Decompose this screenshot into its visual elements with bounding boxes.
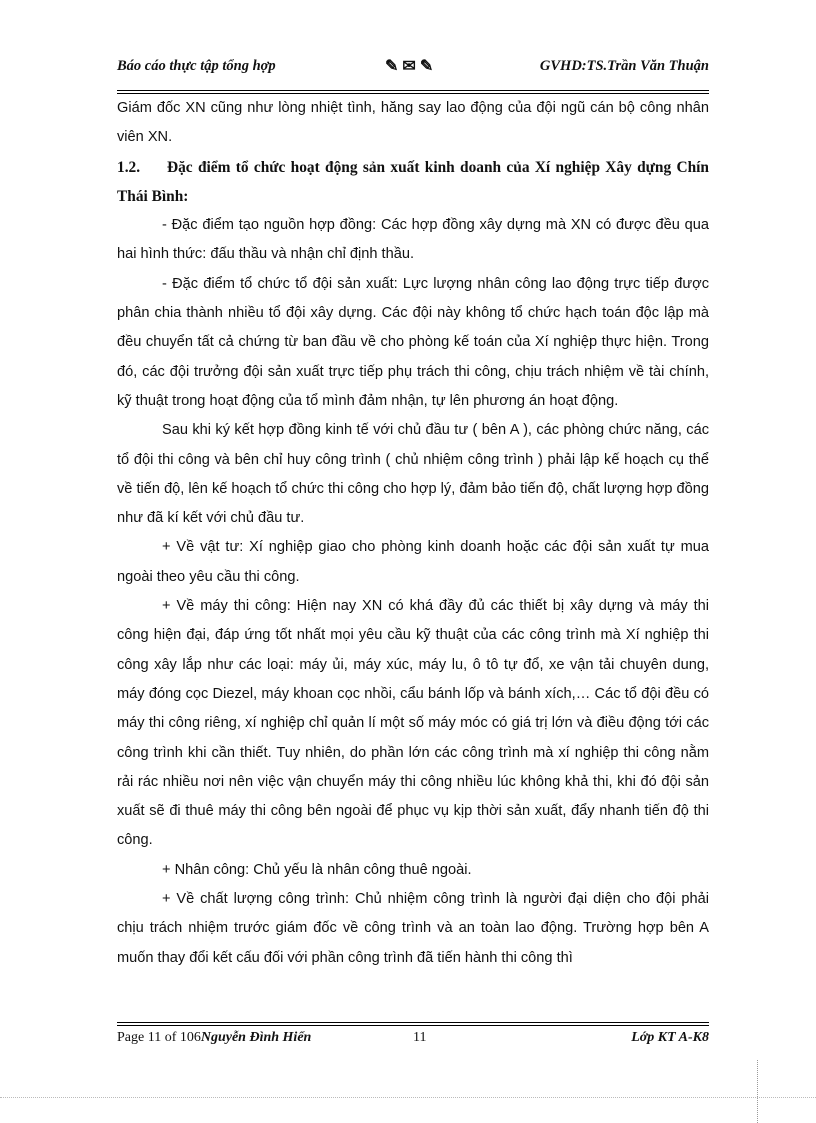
- section-title: Đặc điểm tổ chức hoạt động sản xuất kinh doanh của Xí nghiệp Xây dựng Chín Thái Bình:: [117, 158, 709, 205]
- section-heading: [117, 153, 709, 212]
- paragraph-planning: Sau khi ký kết hợp đồng kinh tế với chủ đầu tư ( bên A ), các phòng chức năng, các tổ đội thi công và bên chỉ huy công trình ( chủ nhiệm công trình ) phải lập kế hoạch cụ thể về tiến độ, lên kế hoạch tổ chức thi công cho hợp lý, đảm bảo tiến độ, chất lượng hợp đồng như đã kí kết với chủ đầu tư.: [117, 422, 709, 527]
- footer-author: Nguyễn Đình Hiển: [200, 1030, 312, 1045]
- footer-class: Lớp KT A-K8: [631, 1030, 709, 1045]
- document-body: [117, 94, 709, 973]
- header-rule-thick: [117, 90, 709, 91]
- section-number: 1.2.: [117, 158, 141, 176]
- page-edge-guide: [0, 1097, 816, 1098]
- page-header: [117, 58, 709, 80]
- paragraph-quality: + Về chất lượng công trình: Chủ nhiệm công trình là người đại diện cho đội phải chịu trách nhiệm trước giám đốc về công trình và an toàn lao động. Trường hợp bên A muốn thay đổi kết cấu đối với phần công trình đã tiến hành thi công thì: [117, 891, 709, 966]
- header-report-title: Báo cáo thực tập tổng hợp: [117, 58, 276, 74]
- page-footer: [117, 1030, 709, 1052]
- paragraph-contracts: - Đặc điểm tạo nguồn hợp đồng: Các hợp đồng xây dựng mà XN có được đều qua hai hình thức: đấu thầu và nhận chỉ định thầu.: [117, 217, 709, 263]
- paragraph-materials: + Về vật tư: Xí nghiệp giao cho phòng kinh doanh hoặc các đội sản xuất tự mua ngoài theo yêu cầu thi công.: [117, 539, 709, 585]
- header-ornament: ✎ ✉ ✎: [385, 58, 434, 75]
- footer-page-number: 11: [413, 1030, 427, 1045]
- header-supervisor: GVHD:TS.Trần Văn Thuận: [539, 58, 709, 74]
- paragraph-continuation: Giám đốc XN cũng như lòng nhiệt tình, hăng say lao động của đội ngũ cán bộ công nhân viên XN.: [117, 100, 709, 146]
- paragraph-machinery: + Về máy thi công: Hiện nay XN có khá đầy đủ các thiết bị xây dựng và máy thi công hiện đại, đáp ứng tốt nhất mọi yêu cầu kỹ thuật của các công trình mà Xí nghiệp thi công xây lắp như các loại: máy ủi, máy xúc, máy lu, ô tô tự đổ, xe vận tải chuyên dung, máy đóng cọc Diezel, máy khoan cọc nhồi, cẩu bánh lốp và bánh xích,… Các tổ đội đều có máy thi công riêng, xí nghiệp chỉ quản lí một số máy móc có giá trị lớn và điều động tới các công trình khi cần thiết. Tuy nhiên, do phần lớn các công trình mà xí nghiệp thi công nằm rải rác nhiều nơi nên việc vận chuyển máy thi công nhiều lúc không khả thi, khi đó đội sản xuất sẽ đi thuê máy thi công bên ngoài để phục vụ kịp thời sản xuất, đẩy nhanh tiến độ thi công.: [117, 598, 709, 849]
- footer-left: [117, 1030, 311, 1046]
- footer-rule-thick: [117, 1025, 709, 1026]
- paragraph-teams: - Đặc điểm tổ chức tổ đội sản xuất: Lực lượng nhân công lao động trực tiếp được phân chia thành nhiều tổ đội xây dựng. Các đội này không tổ chức hạch toán độc lập mà đều chuyển tất cả chứng từ ban đầu về cho phòng kế toán của Xí nghiệp thực hiện. Trong đó, các đội trưởng đội sản xuất trực tiếp phụ trách thi công, chịu trách nhiệm về tài chính, kỹ thuật trong hoạt động của tổ mình đảm nhận, tự lên phương án hoạt động.: [117, 275, 709, 409]
- footer-page-of: Page 11 of 106: [117, 1030, 201, 1045]
- footer-rule-thin: [117, 1022, 709, 1023]
- page-edge-guide-vertical: [757, 1060, 758, 1123]
- paragraph-labor: + Nhân công: Chủ yếu là nhân công thuê ngoài.: [162, 861, 472, 878]
